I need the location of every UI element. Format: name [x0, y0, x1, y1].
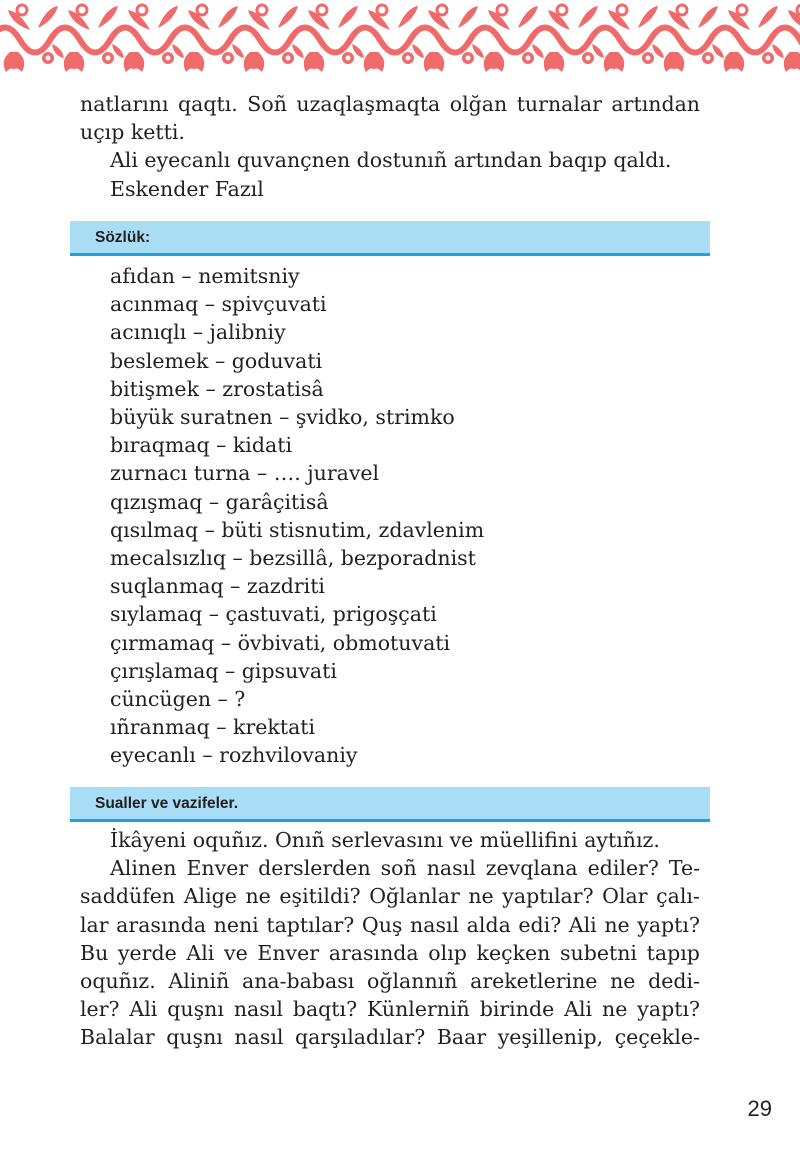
- glossary-entry: bıraqmaq – kidati: [110, 433, 293, 458]
- questions-line: ler? Ali quşnı nasıl baqtı? Künlerniñ birinde Ali ne yaptı?: [80, 997, 700, 1022]
- glossary-entry: qızışmaq – garâçitisâ: [110, 489, 329, 514]
- questions-line: Bu yerde Ali ve Enver arasında olıp keçken subetni tapıp: [80, 940, 700, 965]
- questions-paragraph-2: [80, 854, 700, 1051]
- glossary-header-bar: [70, 221, 710, 256]
- glossary-entry: büyük suratnen – şvidko, strimko: [110, 405, 455, 430]
- glossary-entry: cüncügen – ?: [110, 687, 246, 712]
- glossary-entry: eyecanlı – rozhvilovaniy: [110, 743, 358, 768]
- story-author: Eskender Fazıl: [110, 176, 264, 201]
- glossary-entry: acınıqlı – jalibniy: [110, 320, 286, 345]
- floral-ornament-icon: [0, 0, 800, 78]
- questions-header-bar: [70, 787, 710, 822]
- glossary-entry: beslemek – goduvati: [110, 348, 323, 373]
- glossary-entry: sıylamaq – çastuvati, prigoşçati: [110, 602, 437, 627]
- glossary-entry: çırmamaq – övbivati, obmotuvati: [110, 630, 451, 655]
- glossary-entry: zurnacı turna – …. juravel: [110, 461, 380, 486]
- floral-ornament-border: [0, 0, 800, 78]
- questions-line: Alinen Enver derslerden soñ nasıl zevqlana ediler? Te-: [110, 856, 700, 881]
- questions-line: saddüfen Alige ne eşitildi? Oğlanlar ne yaptılar? Olar çalı-: [80, 884, 700, 909]
- story-line-1: natlarını qaqtı. Soñ uzaqlaşmaqta olğan turnalar artından: [80, 92, 700, 116]
- glossary-entry: acınmaq – spivçuvati: [110, 292, 327, 317]
- glossary-entry: bitişmek – zrostatisâ: [110, 376, 324, 401]
- glossary-title: Sözlük:: [95, 229, 151, 246]
- glossary-entry: afıdan – nemitsniy: [110, 264, 300, 288]
- page-number: 29: [747, 1096, 772, 1121]
- story-ending: [80, 90, 700, 203]
- glossary-entry: suqlanmaq – zazdriti: [110, 574, 325, 599]
- story-paragraph-2: Ali eyecanlı quvançnen dostunıñ artından baqıp qaldı.: [110, 148, 672, 173]
- questions-title: Sualler ve vazifeler.: [95, 795, 239, 812]
- questions-line: Balalar quşnı nasıl qarşıladılar? Baar yeşillenip, çeçekle-: [80, 1025, 700, 1050]
- glossary-entry: ıñranmaq – krektati: [110, 715, 316, 740]
- story-line-2: uçıp ketti.: [80, 120, 185, 145]
- glossary-list: [110, 262, 670, 770]
- glossary-entry: çırışlamaq – gipsuvati: [110, 658, 337, 683]
- questions-line: oquñız. Aliniñ ana-babası oğlannıñ areketlerine ne dedi-: [80, 969, 700, 994]
- glossary-entry: qısılmaq – büti stisnutim, zdavlenim: [110, 517, 485, 542]
- questions-text: [80, 826, 700, 1052]
- questions-paragraph-1: İkâyeni oquñız. Onıñ serlevasını ve müellifini aytıñız.: [110, 828, 660, 852]
- questions-line: lar arasında neni taptılar? Quş nasıl alda edi? Ali ne yaptı?: [80, 912, 700, 937]
- glossary-entry: mecalsızlıq – bezsillâ, bezporadnist: [110, 546, 476, 571]
